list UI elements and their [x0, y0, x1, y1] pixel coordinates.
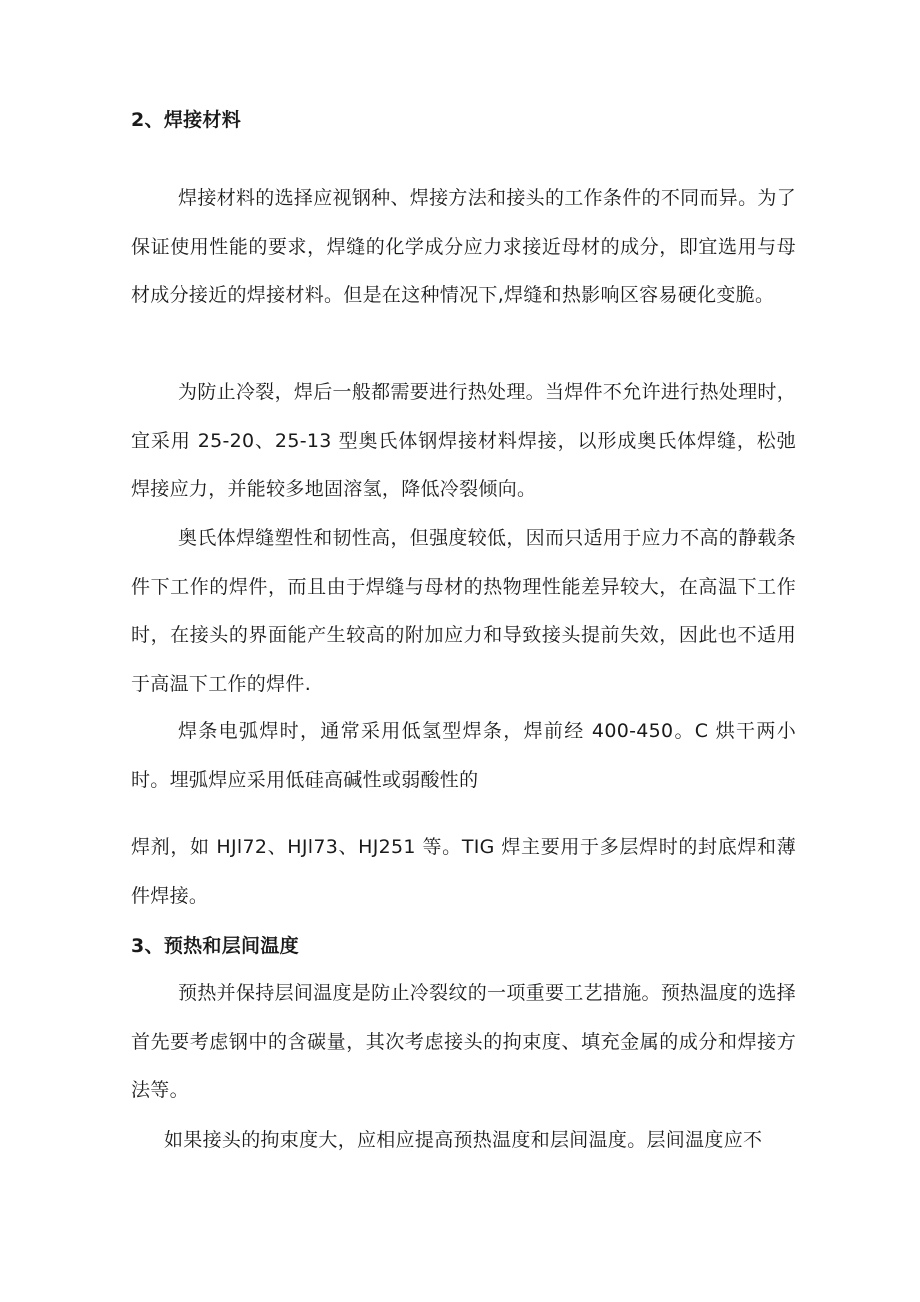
- section-2-heading: 2、焊接材料: [131, 109, 242, 131]
- section-3-paragraph-2: 如果接头的拘束度大，应相应提高预热温度和层间温度。层间温度应不: [164, 1129, 763, 1151]
- section-3-paragraph-1: 预热并保持层间温度是防止冷裂纹的一项重要工艺措施。预热温度的选择首先要考虑钢中的含碳量，其次考虑接头的拘束度、填充金属的成分和焊接方法等。: [131, 982, 796, 1101]
- section-3-heading: 3、预热和层间温度: [131, 935, 299, 957]
- section-2-paragraph-5: 焊剂，如 HJl72、HJl73、HJ251 等。TIG 焊主要用于多层焊时的封底焊和薄件焊接。: [131, 836, 796, 907]
- section-2-paragraph-4: 焊条电弧焊时，通常采用低氢型焊条，焊前经 400-450。C 烘干两小时。埋弧焊应采用低硅高碱性或弱酸性的: [131, 720, 796, 791]
- section-2-paragraph-1: 焊接材料的选择应视钢种、焊接方法和接头的工作条件的不同而异。为了保证使用性能的要求，焊缝的化学成分应力求接近母材的成分，即宜选用与母材成分接近的焊接材料。但是在这种情况下,焊缝和热影响区容易硬化变脆。: [131, 187, 796, 306]
- section-2-paragraph-2: 为防止冷裂，焊后一般都需要进行热处理。当焊件不允许进行热处理时，宜采用 25-20、25-13 型奥氏体钢焊接材料焊接，以形成奥氏体焊缝，松弛焊接应力，并能较多地固溶氢，降低冷裂倾向。: [131, 381, 796, 500]
- section-2-paragraph-3: 奥氏体焊缝塑性和韧性高，但强度较低，因而只适用于应力不高的静载条件下工作的焊件，而且由于焊缝与母材的热物理性能差异较大，在高温下工作时，在接头的界面能产生较高的附加应力和导致接头提前失效，因此也不适用于高温下工作的焊件.: [131, 527, 796, 695]
